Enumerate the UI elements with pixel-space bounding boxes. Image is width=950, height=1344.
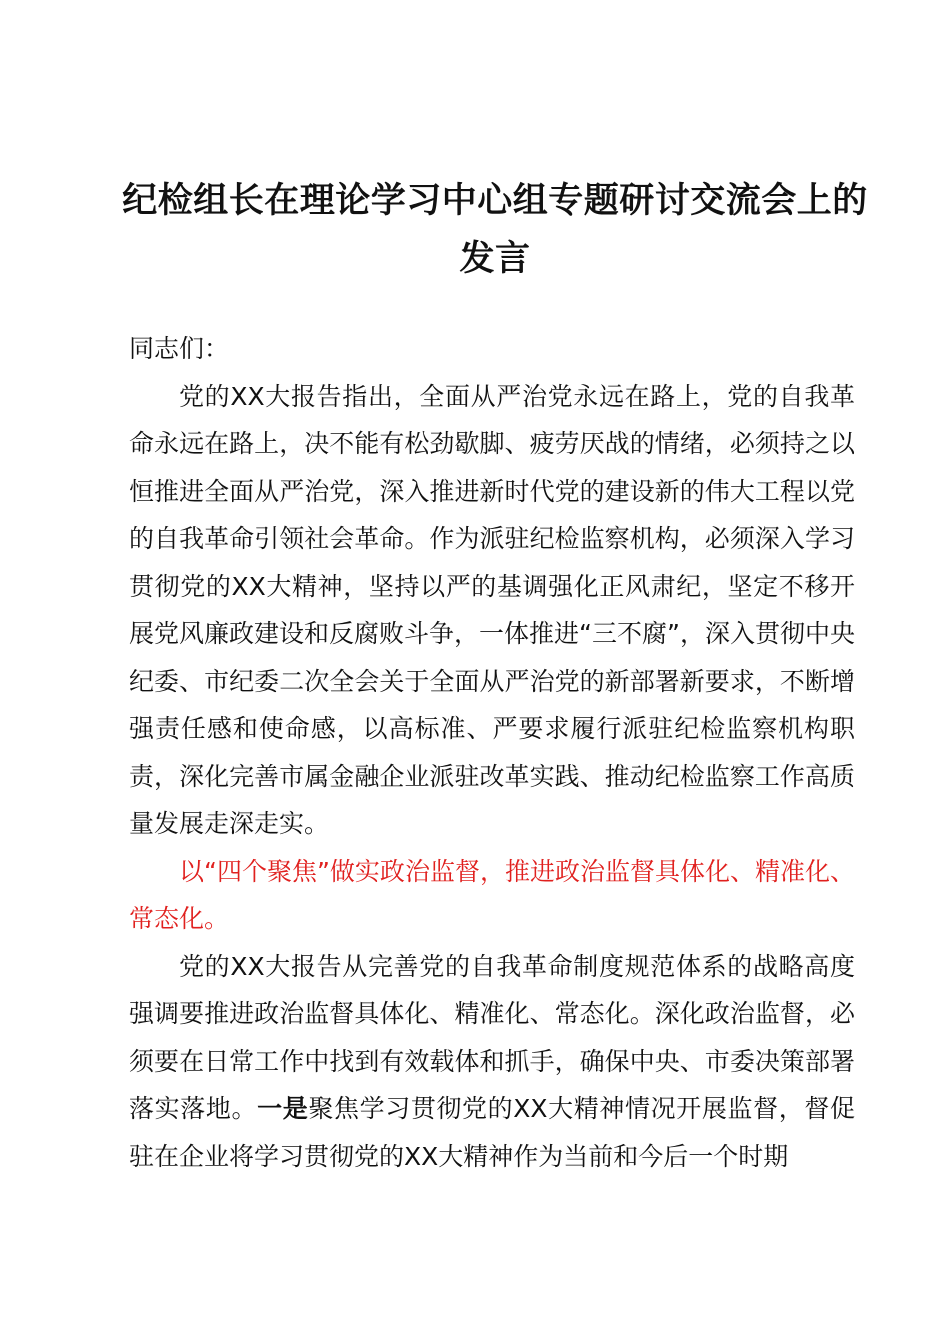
paragraph-text-continued: 聚焦学习贯彻党的XX大精神情况开展监督，督促驻在企业将学习贯彻党的XX大精神作为当前和今后一个时期	[129, 1094, 855, 1171]
enumeration-marker: 一是	[257, 1094, 309, 1123]
title-line-1: 纪检组长在理论学习中心组专题研讨交流会上的	[122, 181, 868, 221]
paragraph-text: 党的XX大报告从完善党的自我革命制度规范体系的战略高度强调要推进政治监督具体化、精准化、常态化。深化政治监督，必须要在日常工作中找到有效载体和抓手，确保中央、市委决策部署落实落地。	[129, 951, 855, 1123]
document-body	[129, 325, 855, 1180]
paragraph-political-supervision	[129, 943, 855, 1181]
paragraph-intro: 党的XX大报告指出，全面从严治党永远在路上，党的自我革命永远在路上，决不能有松劲歇脚、疲劳厌战的情绪，必须持之以恒推进全面从严治党，深入推进新时代党的建设新的伟大工程以党的自我革命引领社会革命。作为派驻纪检监察机构，必须深入学习贯彻党的XX大精神，坚持以严的基调强化正风肃纪，坚定不移开展党风廉政建设和反腐败斗争，一体推进“三不腐”，深入贯彻中央纪委、市纪委二次全会关于全面从严治党的新部署新要求，不断增强责任感和使命感，以高标准、严要求履行派驻纪检监察机构职责，深化完善市属金融企业派驻改革实践、推动纪检监察工作高质量发展走深走实。	[129, 381, 855, 838]
title-line-2: 发言	[459, 239, 531, 279]
section-heading: 以“四个聚焦”做实政治监督，推进政治监督具体化、精准化、常态化。	[129, 856, 855, 933]
salutation: 同志们：	[129, 334, 230, 363]
document-title	[110, 172, 880, 288]
